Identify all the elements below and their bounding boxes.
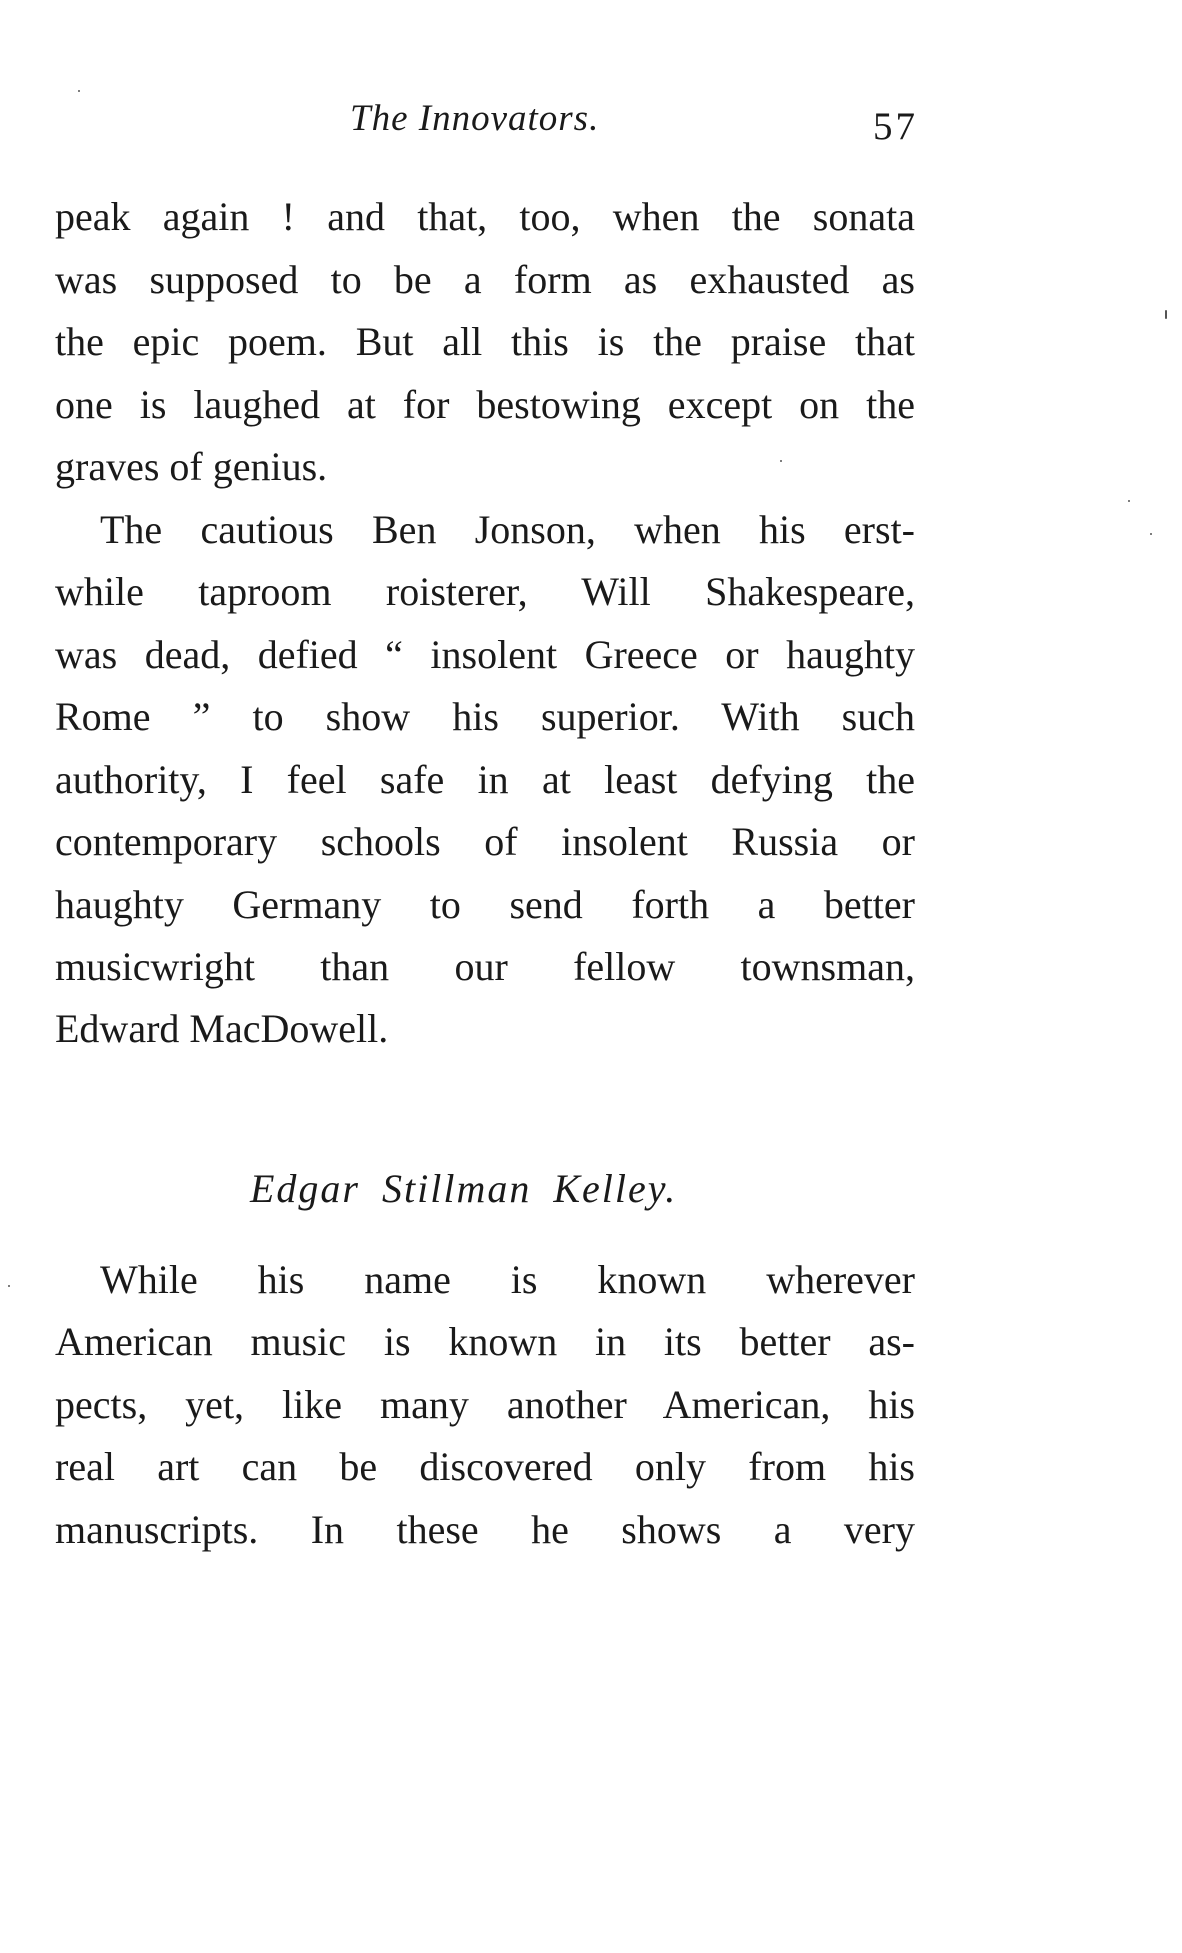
section-heading: Edgar Stillman Kelley. bbox=[250, 1166, 678, 1211]
scan-speck bbox=[1165, 310, 1167, 319]
text-line: while taproom roisterer, Will Shakespeare, bbox=[55, 569, 915, 614]
text-line: American music is known in its better as- bbox=[55, 1319, 915, 1364]
text-line: The cautious Ben Jonson, when his erst- bbox=[100, 507, 915, 552]
text-line: graves of genius. bbox=[55, 444, 328, 489]
scan-speck bbox=[780, 460, 782, 462]
text-line: Rome ” to show his superior. With such bbox=[55, 694, 915, 739]
scan-speck bbox=[1128, 500, 1130, 502]
text-line: real art can be discovered only from his bbox=[55, 1444, 915, 1489]
text-line: peak again ! and that, too, when the sonata bbox=[55, 194, 915, 239]
page-number: 57 bbox=[873, 105, 918, 148]
text-line: haughty Germany to send forth a better bbox=[55, 882, 915, 927]
text-line: contemporary schools of insolent Russia or bbox=[55, 819, 915, 864]
text-line: Edward MacDowell. bbox=[55, 1006, 389, 1051]
text-line: one is laughed at for bestowing except on the bbox=[55, 382, 915, 427]
text-line: pects, yet, like many another American, his bbox=[55, 1382, 915, 1427]
scan-speck bbox=[78, 90, 80, 92]
scan-speck bbox=[1150, 533, 1152, 535]
running-header-title: The Innovators. bbox=[350, 98, 600, 139]
text-line: was dead, defied “ insolent Greece or haughty bbox=[55, 632, 915, 677]
text-line: was supposed to be a form as exhausted as bbox=[55, 257, 915, 302]
text-line: manuscripts. In these he shows a very bbox=[55, 1507, 915, 1552]
text-line: While his name is known wherever bbox=[100, 1257, 915, 1302]
text-line: the epic poem. But all this is the praise that bbox=[55, 319, 915, 364]
scan-speck bbox=[8, 1285, 10, 1287]
text-line: musicwright than our fellow townsman, bbox=[55, 944, 915, 989]
text-line: authority, I feel safe in at least defying the bbox=[55, 757, 915, 802]
